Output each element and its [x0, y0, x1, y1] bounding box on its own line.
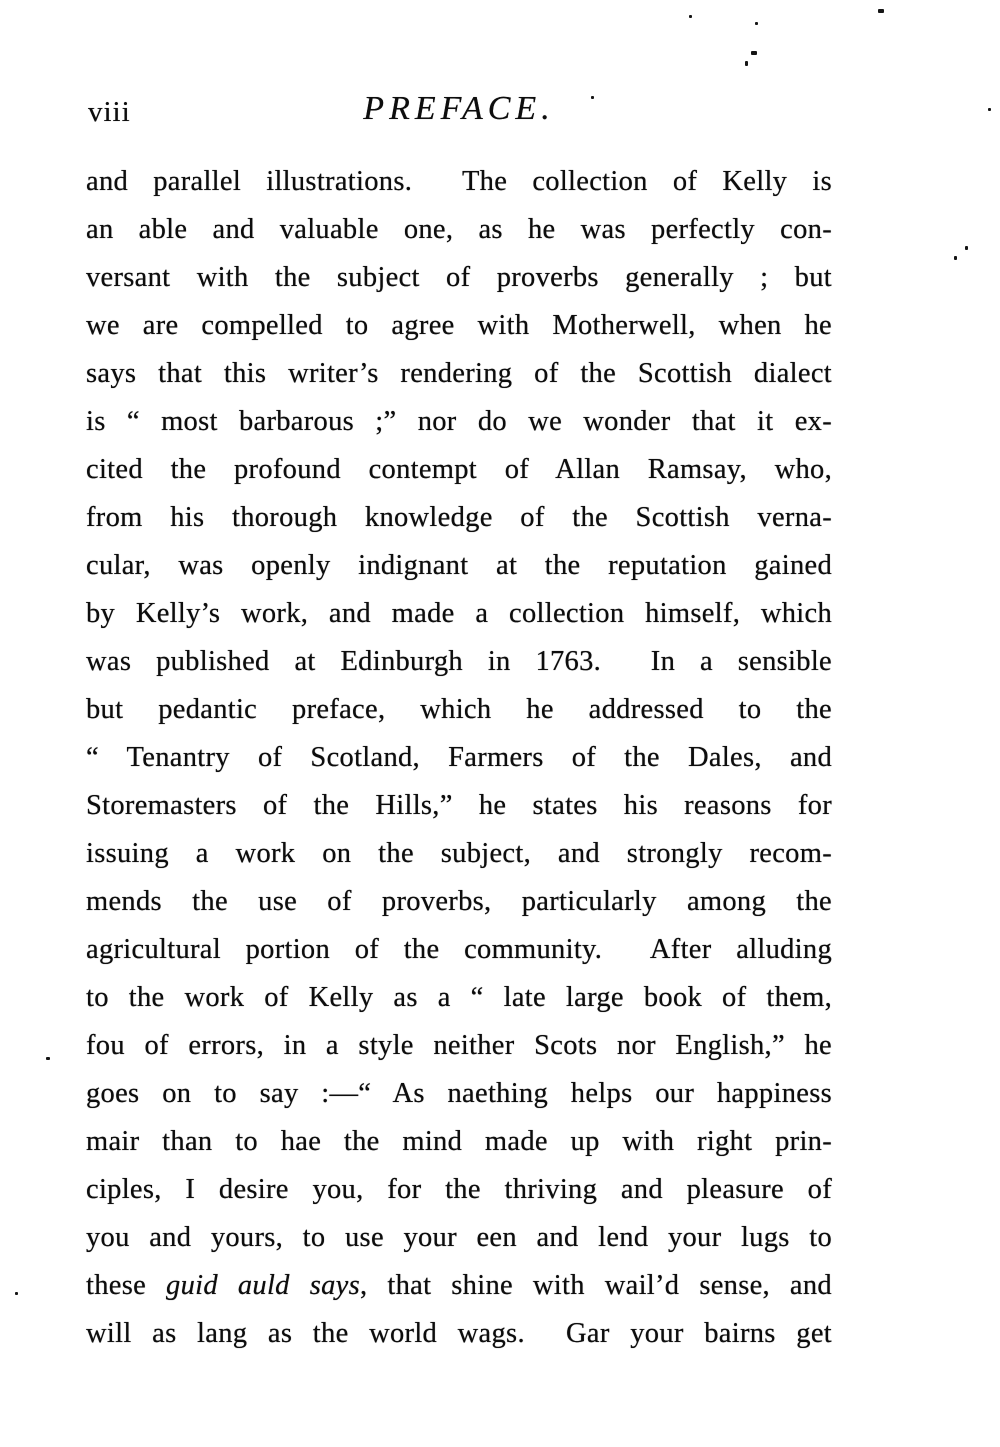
text-line: from his thorough knowledge of the Scottish verna- — [86, 502, 832, 533]
scan-speck — [878, 9, 884, 13]
scan-speck — [755, 22, 758, 25]
text-line: “ Tenantry of Scotland, Farmers of the Dales, and — [86, 742, 832, 773]
text-line: but pedantic preface, which he addressed to the — [86, 694, 832, 725]
text-line: mends the use of proverbs, particularly among the — [86, 886, 832, 917]
text-line: issuing a work on the subject, and strongly recom- — [86, 838, 832, 869]
scan-speck — [965, 246, 968, 250]
text-line: an able and valuable one, as he was perfectly con- — [86, 214, 832, 245]
text-line: Storemasters of the Hills,” he states his reasons for — [86, 790, 832, 821]
text-line: by Kelly’s work, and made a collection himself, which — [86, 598, 832, 629]
text-line: was published at Edinburgh in 1763. In a sensible — [86, 646, 832, 677]
scan-speck — [751, 51, 757, 55]
body-text — [86, 158, 832, 1358]
text-line: these guid auld says, that shine with wail’d sense, and — [86, 1270, 832, 1301]
running-title: PREFACE. — [363, 90, 555, 127]
text-line: and parallel illustrations. The collection of Kelly is — [86, 166, 832, 197]
text-line: goes on to say :—“ As naething helps our happiness — [86, 1078, 832, 1109]
text-line: cular, was openly indignant at the reputation gained — [86, 550, 832, 581]
text-line: will as lang as the world wags. Gar your bairns get — [86, 1318, 832, 1349]
text-line: is “ most barbarous ;” nor do we wonder that it ex- — [86, 406, 832, 437]
scan-speck — [988, 108, 991, 111]
text-line: to the work of Kelly as a “ late large book of them, — [86, 982, 832, 1013]
text-line: ciples, I desire you, for the thriving and pleasure of — [86, 1174, 832, 1205]
scan-speck — [46, 1057, 50, 1060]
scan-speck — [15, 1292, 18, 1295]
text-line: fou of errors, in a style neither Scots nor English,” he — [86, 1030, 832, 1061]
text-line: versant with the subject of proverbs generally ; but — [86, 262, 832, 293]
page-header — [86, 90, 832, 134]
page-number: viii — [88, 96, 131, 128]
text-line: you and yours, to use your een and lend your lugs to — [86, 1222, 832, 1253]
text-line: cited the profound contempt of Allan Ramsay, who, — [86, 454, 832, 485]
scan-speck — [745, 61, 748, 66]
scan-speck — [689, 15, 692, 18]
text-line: mair than to hae the mind made up with right prin- — [86, 1126, 832, 1157]
text-line: agricultural portion of the community. After alluding — [86, 934, 832, 965]
scan-speck — [954, 256, 957, 260]
scan-speck — [591, 96, 594, 99]
text-line: we are compelled to agree with Motherwell, when he — [86, 310, 832, 341]
text-line: says that this writer’s rendering of the Scottish dialect — [86, 358, 832, 389]
